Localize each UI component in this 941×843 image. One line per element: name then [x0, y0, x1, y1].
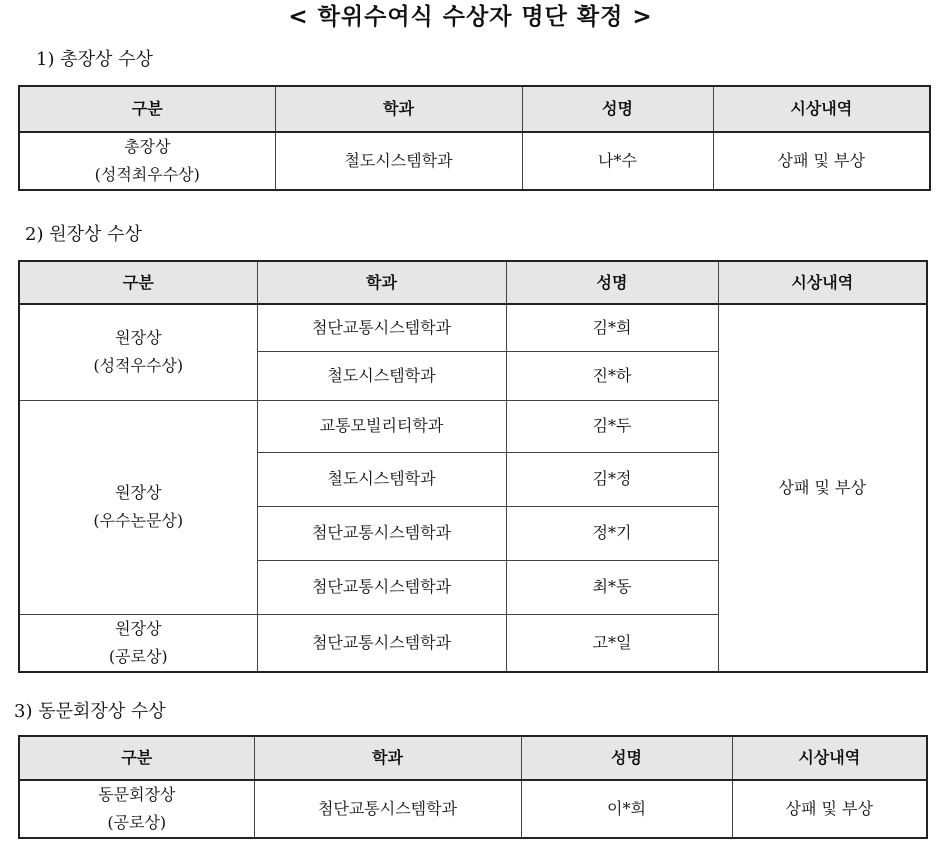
header-category: 구분 [19, 736, 254, 780]
header-award: 시상내역 [713, 86, 930, 132]
department-cell: 첨단교통시스템학과 [257, 506, 506, 560]
name-cell: 김*두 [506, 400, 718, 452]
department-cell: 첨단교통시스템학과 [257, 304, 506, 351]
section-1-title: 1) 총장상 수상 [36, 49, 153, 70]
department-cell: 첨단교통시스템학과 [257, 614, 506, 672]
name-cell: 이*희 [521, 780, 732, 838]
header-department: 학과 [275, 86, 522, 132]
header-category: 구분 [19, 86, 275, 132]
category-cell: 원장상 (공로상) [19, 614, 257, 672]
name-cell: 진*하 [506, 351, 718, 400]
department-cell: 교통모빌리티학과 [257, 400, 506, 452]
award-cell: 상패 및 부상 [732, 780, 927, 838]
award-cell: 상패 및 부상 [718, 304, 927, 672]
name-cell: 고*일 [506, 614, 718, 672]
header-award: 시상내역 [732, 736, 927, 780]
header-department: 학과 [254, 736, 521, 780]
table-row [19, 780, 927, 838]
header-name: 성명 [506, 261, 718, 304]
category-cell: 총장상 (성적최우수상) [19, 132, 275, 190]
alumni-award-table [18, 735, 928, 839]
department-cell: 철도시스템학과 [257, 351, 506, 400]
award-cell: 상패 및 부상 [713, 132, 930, 190]
department-cell: 첨단교통시스템학과 [254, 780, 521, 838]
header-award: 시상내역 [718, 261, 927, 304]
category-cell: 원장상 (성적우수상) [19, 304, 257, 400]
section-3-title: 3) 동문회장상 수상 [14, 701, 166, 722]
table-row [19, 132, 930, 190]
header-name: 성명 [521, 736, 732, 780]
department-cell: 철도시스템학과 [257, 452, 506, 506]
category-cell: 원장상 (우수논문상) [19, 400, 257, 614]
section-2-title: 2) 원장상 수상 [25, 224, 142, 245]
president-award-table [18, 85, 931, 191]
department-cell: 첨단교통시스템학과 [257, 560, 506, 614]
director-award-table [18, 260, 928, 673]
header-department: 학과 [257, 261, 506, 304]
department-cell: 철도시스템학과 [275, 132, 522, 190]
name-cell: 정*기 [506, 506, 718, 560]
header-name: 성명 [522, 86, 713, 132]
name-cell: 김*희 [506, 304, 718, 351]
category-cell: 동문회장상 (공로상) [19, 780, 254, 838]
page-title: < 학위수여식 수상자 명단 확정 > [288, 4, 653, 30]
table-row [19, 304, 927, 351]
name-cell: 김*정 [506, 452, 718, 506]
header-category: 구분 [19, 261, 257, 304]
name-cell: 최*동 [506, 560, 718, 614]
name-cell: 나*수 [522, 132, 713, 190]
